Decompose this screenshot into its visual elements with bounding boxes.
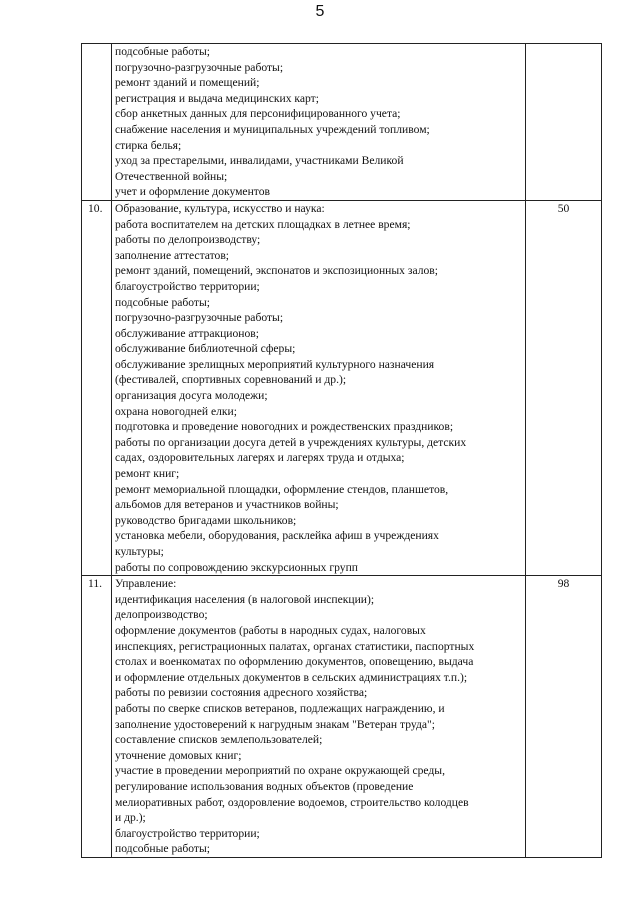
row-text-line: подсобные работы; — [115, 295, 211, 309]
row-text-line: Отечественной войны; — [115, 169, 228, 183]
row-text-line: ремонт книг; — [115, 467, 180, 481]
row-text-line: уточнение домовых книг; — [115, 748, 242, 762]
row-text-line: сбор анкетных данных для персонифицированного учета; — [115, 107, 401, 121]
row-text-line: участие в проведении мероприятий по охране окружающей среды, — [115, 764, 445, 778]
row-number-cell — [82, 200, 112, 575]
row-text-line: составление списков землепользователей; — [115, 733, 323, 747]
row-text-line: ремонт зданий и помещений; — [115, 76, 260, 90]
row-text-line: столах и военкоматах по оформлению документов, оповещению, выдача — [115, 655, 474, 669]
row-text-line: подсобные работы; — [115, 45, 211, 58]
row-text-line: работы по ревизии состояния адресного хозяйства; — [115, 686, 368, 700]
row-text-line: ремонт мемориальной площадки, оформление стендов, планшетов, — [115, 482, 449, 496]
row-text-line: работы по делопроизводству; — [115, 233, 261, 247]
row-number: 10. — [88, 201, 103, 215]
row-text-line: работа воспитателем на детских площадках в летнее время; — [115, 217, 411, 231]
row-text-line: заполнение аттестатов; — [115, 248, 230, 262]
row-text-line: работы по сопровождению экскурсионных групп — [115, 560, 358, 574]
row-text-line: обслуживание библиотечной сферы; — [115, 342, 296, 356]
row-text-line: работы по сверке списков ветеранов, подлежащих награждению, и — [115, 701, 445, 715]
row-value-cell — [526, 200, 602, 575]
row-text-cell — [112, 576, 526, 858]
row-text-line: делопроизводство; — [115, 608, 208, 622]
row-text-line: и оформление отдельных документов в сельских администрациях т.п.); — [115, 670, 468, 684]
row-text-line: обслуживание аттракционов; — [115, 326, 260, 340]
row-text-line: подсобные работы; — [115, 842, 211, 856]
row-text-line: заполнение удостоверений к нагрудным знакам "Ветеран труда"; — [115, 717, 435, 731]
row-text-line: мелиоративных работ, оздоровление водоемов, строительство колодцев — [115, 795, 469, 809]
row-value-cell — [526, 44, 602, 201]
row-text-line: (фестивалей, спортивных соревнований и др.); — [115, 373, 347, 387]
row-text-line: регистрация и выдача медицинских карт; — [115, 91, 319, 105]
row-text-line: оформление документов (работы в народных судах, налоговых — [115, 623, 426, 637]
row-text-line: обслуживание зрелищных мероприятий культурного назначения — [115, 357, 435, 371]
row-text-line: регулирование использования водных объектов (проведение — [115, 779, 414, 793]
row-value: 98 — [557, 577, 570, 591]
row-text-line: благоустройство территории; — [115, 279, 260, 293]
row-text-line: погрузочно-разгрузочные работы; — [115, 311, 284, 325]
row-text-line: инспекциях, регистрационных палатах, органах статистики, паспортных — [115, 639, 475, 653]
row-text-line: учет и оформление документов — [115, 185, 270, 199]
row-number-cell — [82, 44, 112, 201]
row-text-line: ремонт зданий, помещений, экспонатов и экспозиционных залов; — [115, 264, 438, 278]
table-row — [82, 576, 602, 858]
row-number: 11. — [88, 577, 103, 591]
row-text-line: снабжение населения и муниципальных учреждений топливом; — [115, 122, 430, 136]
row-text-line: установка мебели, оборудования, расклейка афиш в учреждениях — [115, 529, 439, 543]
row-text-line: погрузочно-разгрузочные работы; — [115, 60, 284, 74]
activities-table — [81, 43, 602, 858]
row-text-line: организация досуга молодежи; — [115, 389, 268, 403]
table-row — [82, 44, 602, 201]
table-row — [82, 200, 602, 575]
row-value: 50 — [557, 201, 570, 215]
row-text-line: культуры; — [115, 545, 164, 558]
row-text-line: уход за престарелыми, инвалидами, участниками Великой — [115, 154, 404, 168]
row-text-line: садах, оздоровительных лагерях и лагерях труда и отдыха; — [115, 451, 405, 465]
row-text-line: идентификация населения (в налоговой инспекции); — [115, 592, 375, 606]
row-text-line: и др.); — [115, 811, 146, 825]
row-text-line: благоустройство территории; — [115, 826, 260, 840]
row-text-line: стирка белья; — [115, 138, 182, 152]
row-value-cell — [526, 576, 602, 858]
row-text-line: Управление: — [115, 577, 177, 591]
row-number-cell — [82, 576, 112, 858]
row-text-line: Образование, культура, искусство и наука: — [115, 201, 325, 215]
page-number: 5 — [315, 3, 325, 20]
row-text-cell — [112, 44, 526, 201]
row-text-line: альбомов для ветеранов и участников войны; — [115, 498, 339, 512]
row-text-line: работы по организации досуга детей в учреждениях культуры, детских — [115, 435, 467, 449]
row-text-line: подготовка и проведение новогодних и рождественских праздников; — [115, 420, 454, 434]
row-text-line: охрана новогодней елки; — [115, 404, 237, 418]
table-body — [82, 44, 602, 858]
row-text-line: руководство бригадами школьников; — [115, 513, 297, 527]
row-text-cell — [112, 200, 526, 575]
